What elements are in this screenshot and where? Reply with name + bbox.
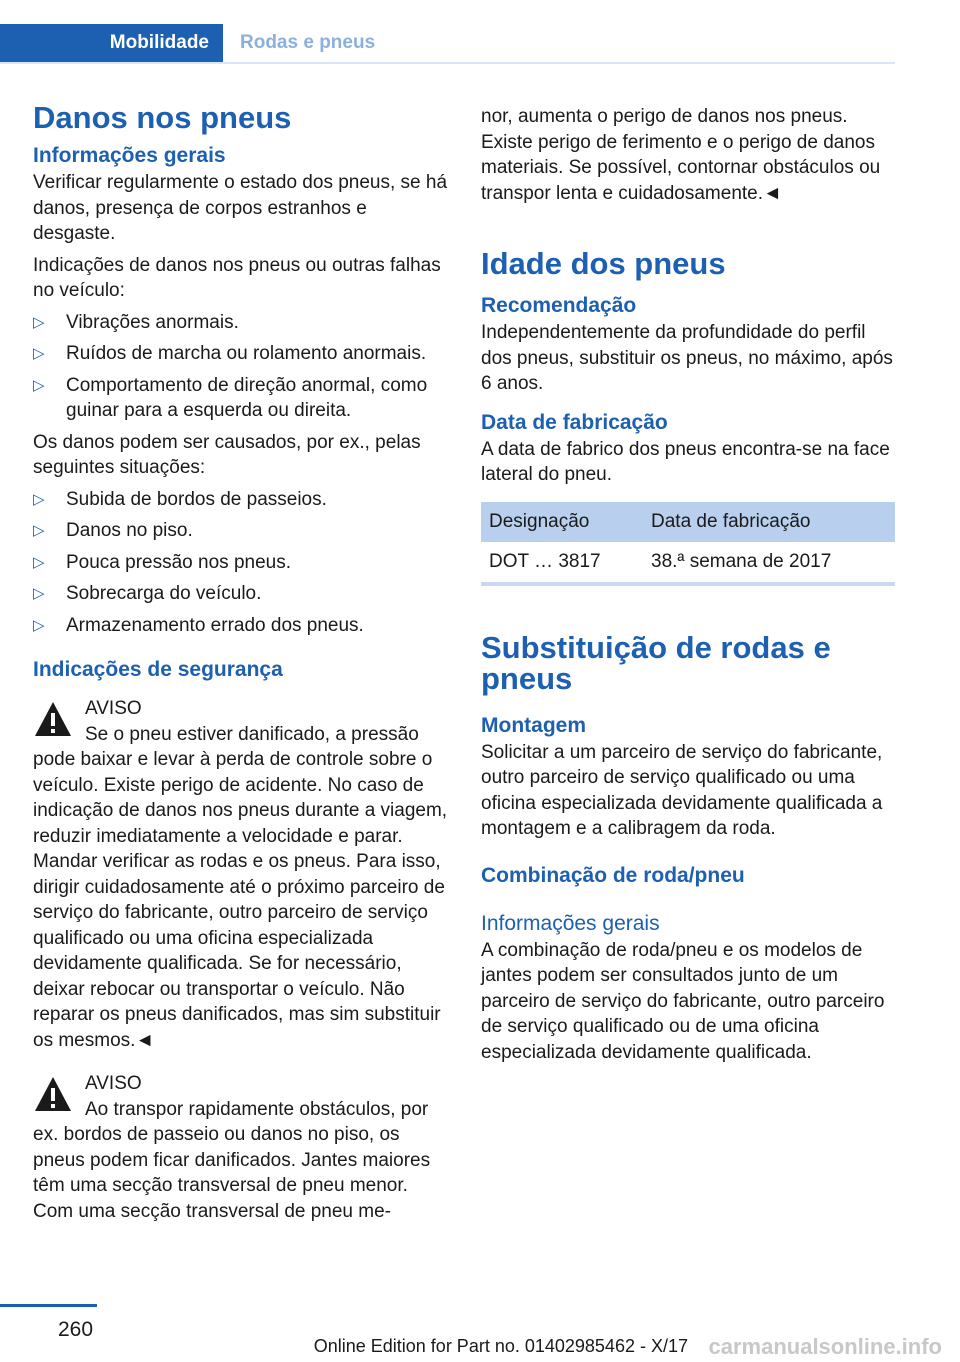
section-tab-rodas-pneus[interactable]: Rodas e pneus bbox=[240, 32, 376, 53]
section-tab-mobilidade[interactable]: Mobilidade bbox=[0, 24, 223, 62]
subheading-combinacao: Combinação de roda/pneu bbox=[481, 863, 745, 887]
list-indicacoes bbox=[33, 310, 449, 424]
warning-text: Se o pneu estiver danificado, a pressão pode baixar e levar à perda de controle sobre o veículo. Existe perigo de acidente. No caso de indicação de danos nos pneus durante a viagem, reduzir imediatamente a velocidade e parar. Mandar verificar as rodas e os pneus. Para isso, dirigir cuidadosamente até o próximo parceiro de serviço do fabricante, outro parceiro de serviço qualificado ou uma oficina especializada devidamente qualificada. Se for necessário, deixar rebocar ou transportar o veículo. Não reparar os pneus danificados, mas sim substituir os mesmos.◄ bbox=[33, 723, 448, 1051]
paragraph-continuation: nor, aumenta o perigo de danos nos pneus. Existe perigo de ferimento e o perigo de danos materiais. Se possível, contornar obstáculos ou transpor lenta e cuidadosamente.◄ bbox=[481, 106, 881, 204]
bullet-arrow-icon: ▷ bbox=[33, 345, 45, 362]
table-cell: 38.ª semana de 2017 bbox=[643, 542, 895, 584]
left-column bbox=[33, 100, 449, 1224]
paragraph-data-fabrico: A data de fabrico dos pneus encontra-se na face lateral do pneu. bbox=[481, 438, 890, 485]
subheading-seguranca: Indicações de segurança bbox=[33, 658, 283, 681]
bullet-arrow-icon: ▷ bbox=[33, 616, 45, 634]
warning-text: Ao transpor rapidamente obstáculos, por ex. bordos de passeio ou danos no piso, os pneus podem ficar danificados. Jantes maiores têm uma secção transversal de pneu menor. Com uma secção transversal de pneu me- bbox=[33, 1098, 431, 1222]
bullet-arrow-icon: ▷ bbox=[33, 585, 45, 602]
page-number: 260 bbox=[58, 1318, 94, 1341]
list-item: ▷ Comportamento de direção anormal, como guinar para a esquerda ou direita. bbox=[33, 374, 428, 421]
table-header-cell: Designação bbox=[481, 502, 643, 542]
fabrication-table bbox=[481, 502, 895, 586]
bullet-arrow-icon: ▷ bbox=[33, 376, 45, 394]
warning-label: AVISO bbox=[85, 698, 142, 719]
subheading-informacoes-gerais-2: Informações gerais bbox=[481, 911, 660, 935]
right-column bbox=[481, 104, 897, 1065]
list-causas bbox=[33, 487, 449, 639]
list-item: ▷ Sobrecarga do veículo. bbox=[33, 581, 449, 607]
warning-label: AVISO bbox=[85, 1073, 142, 1094]
subheading-montagem: Montagem bbox=[481, 713, 586, 737]
list-item: ▷ Vibrações anormais. bbox=[33, 310, 449, 336]
warning-triangle-icon bbox=[33, 700, 73, 738]
warning-block-2 bbox=[33, 1071, 449, 1224]
table-row bbox=[481, 542, 895, 584]
section-title-idade: Idade dos pneus bbox=[481, 246, 726, 281]
subheading-data-fabricacao: Data de fabricação bbox=[481, 410, 668, 434]
header-bar bbox=[0, 24, 895, 64]
subheading-informacoes-gerais: Informações gerais bbox=[33, 144, 226, 167]
bullet-arrow-icon: ▷ bbox=[33, 313, 45, 331]
subheading-recomendacao: Recomendação bbox=[481, 294, 637, 317]
bullet-arrow-icon: ▷ bbox=[33, 553, 45, 571]
watermark: carmanualsonline.info bbox=[708, 1334, 942, 1359]
list-item: ▷ Subida de bordos de passeios. bbox=[33, 487, 449, 513]
paragraph-causas: Os danos podem ser causados, por ex., pelas seguintes situações: bbox=[33, 431, 421, 478]
footer-edition: Online Edition for Part no. 01402985462 - X/17 bbox=[313, 1336, 688, 1356]
warning-triangle-icon bbox=[33, 1075, 73, 1113]
list-item: ▷ Armazenamento errado dos pneus. bbox=[33, 613, 449, 639]
list-item: ▷ Pouca pressão nos pneus. bbox=[33, 550, 449, 576]
paragraph-verificar: Verificar regularmente o estado dos pneus, se há danos, presença de corpos estranhos e desgaste. bbox=[33, 172, 448, 244]
bullet-arrow-icon: ▷ bbox=[33, 522, 45, 539]
warning-block-1 bbox=[33, 696, 449, 1053]
paragraph-combinacao: A combinação de roda/pneu e os modelos de jantes podem ser consultados junto de um parceiro de serviço do fabricante, outro parceiro de serviço qualificado ou de uma oficina especializada devidamente qualificada. bbox=[481, 939, 885, 1063]
list-item: ▷ Danos no piso. bbox=[33, 518, 449, 544]
table-cell: DOT … 3817 bbox=[481, 542, 643, 584]
paragraph-indicacoes: Indicações de danos nos pneus ou outras falhas no veículo: bbox=[33, 254, 441, 301]
table-header-row bbox=[481, 502, 895, 542]
table-header-cell: Data de fabricação bbox=[643, 502, 895, 542]
list-item: ▷ Ruídos de marcha ou rolamento anormais. bbox=[33, 341, 449, 367]
bullet-arrow-icon: ▷ bbox=[33, 490, 45, 508]
paragraph-montagem: Solicitar a um parceiro de serviço do fabricante, outro parceiro de serviço qualificado ou uma oficina especializada devidamente qualificada a montagem e a calibragem da roda. bbox=[481, 741, 883, 839]
section-title-danos: Danos nos pneus bbox=[33, 100, 292, 135]
section-title-substituicao: Substituição de rodas e pneus bbox=[481, 629, 831, 696]
paragraph-recomendacao: Independentemente da profundidade do perfil dos pneus, substituir os pneus, no máximo, após 6 anos. bbox=[481, 322, 893, 394]
footer-rule bbox=[0, 1304, 97, 1307]
